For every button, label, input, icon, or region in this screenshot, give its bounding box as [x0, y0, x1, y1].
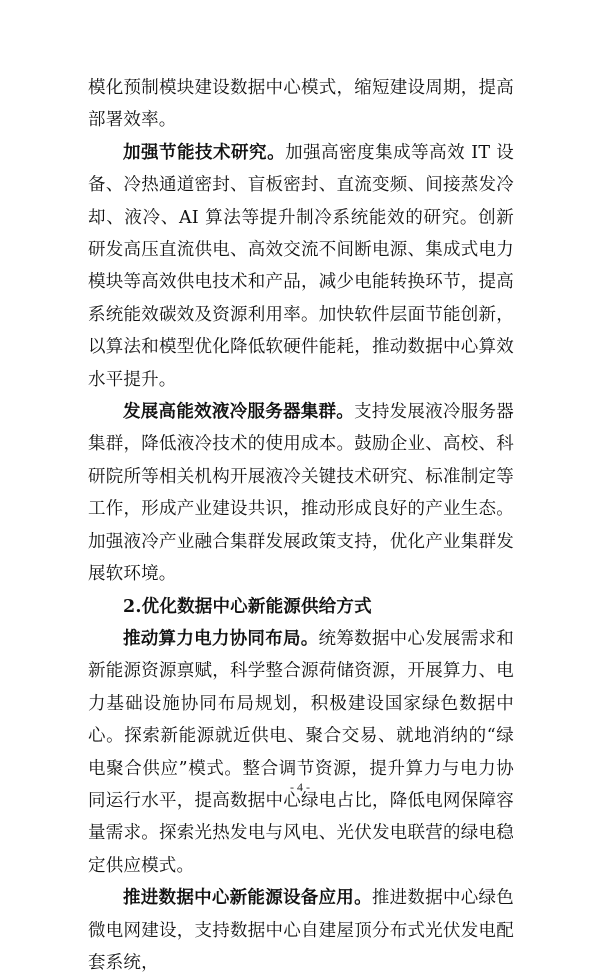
paragraph-continuation [88, 72, 514, 137]
paragraph-text: 模化预制模块建设数据中心模式，缩短建设周期，提高部署效率。 [88, 78, 514, 131]
paragraph-lead: 推进数据中心新能源设备应用。 [123, 888, 372, 909]
paragraph-text: 统筹数据中心发展需求和新能源资源禀赋，科学整合源荷储资源，开展算力、电力基础设施协同布局规划，积极建设国家绿色数据中心。探索新能源就近供电、聚合交易、就地消纳的“绿电聚合供应”模式。整合调节资源，提升算力与电力协同运行水平，提高数据中心绿电占比，降低电网保障容量需求。探索光热发电与风电、光伏发电联营的绿电稳定供应模式。 [88, 628, 515, 876]
section-heading: 2.优化数据中心新能源供给方式 [123, 596, 372, 617]
paragraph-new-energy-equipment [88, 882, 514, 979]
paragraph-lead: 加强节能技术研究。 [123, 142, 286, 163]
page-number: - 4 - [290, 780, 310, 794]
paragraph-liquid-cooling [88, 396, 514, 590]
paragraph-lead: 推动算力电力协同布局。 [123, 628, 319, 649]
paragraph-text: 推进数据中心绿色微电网建设，支持数据中心自建屋顶分布式光伏发电配套系统， [88, 888, 514, 973]
paragraph-compute-power [88, 623, 514, 882]
paragraph-lead: 发展高能效液冷服务器集群。 [123, 402, 355, 423]
paragraph-text: 加强高密度集成等高效 IT 设备、冷热通道密封、盲板密封、直流变频、间接蒸发冷却、液冷、AI 算法等提升制冷系统能效的研究。创新研发高压直流供电、高效交流不间断电源、集成式电力模块等高效供电技术和产品，减少电能转换环节，提高系统能效碳效及资源利用率。加快软件层面节能创新，以算法和模型优化降低软硬件能耗，推动数据中心算效水平提升。 [88, 142, 514, 390]
paragraph-text: 支持发展液冷服务器集群，降低液冷技术的使用成本。鼓励企业、高校、科研院所等相关机构开展液冷关键技术研究、标准制定等工作，形成产业建设共识，推动形成良好的产业生态。加强液冷产业融合集群发展政策支持，优化产业集群发展软环境。 [88, 402, 514, 585]
body-text [88, 72, 514, 979]
paragraph-energy-saving [88, 137, 514, 396]
